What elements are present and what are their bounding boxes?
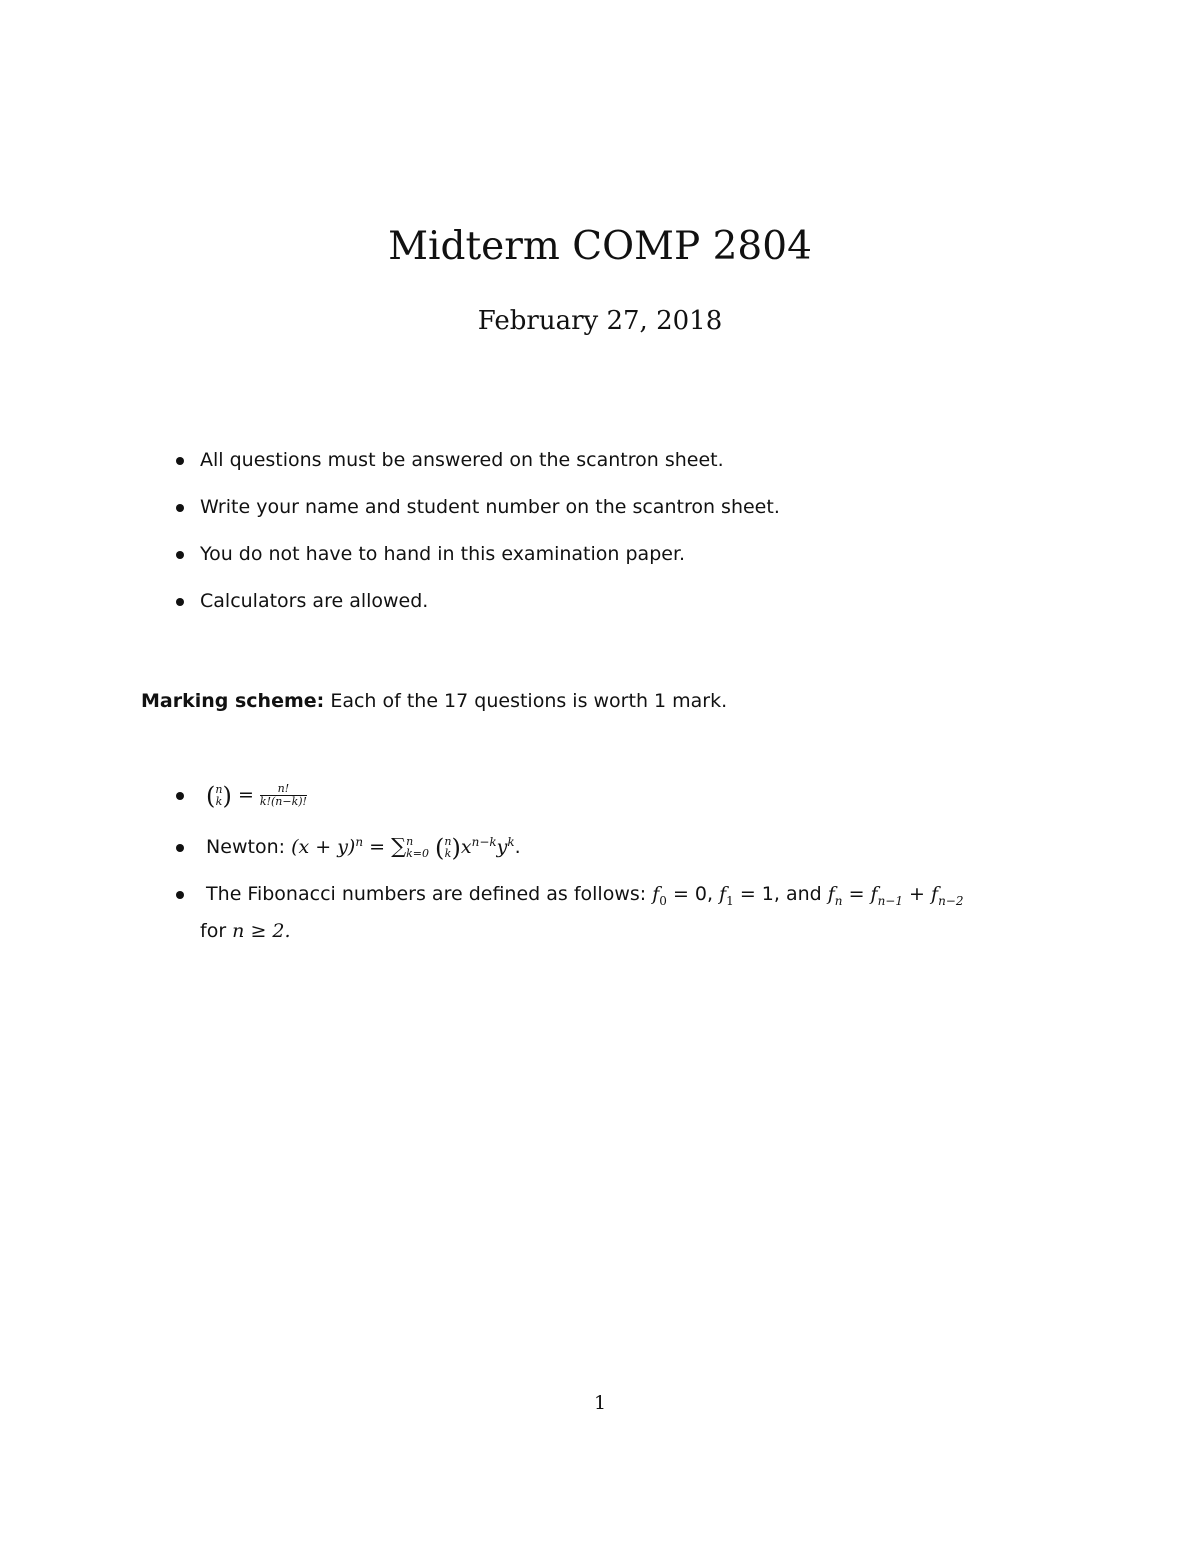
instruction-text: Write your name and student number on the scantron sheet. (200, 496, 780, 518)
fib-f: f (931, 883, 939, 905)
fib-def-0: = 0, (672, 883, 714, 905)
sum-limits (406, 836, 429, 860)
sum-icon: ∑ (391, 834, 407, 858)
fib-equals: = (848, 883, 865, 905)
binom-bottom: k (444, 846, 452, 860)
newton-label: Newton: (206, 836, 286, 858)
fib-condition-expr: n ≥ 2. (232, 920, 291, 942)
fib-condition (170, 916, 963, 946)
instruction-text: Calculators are allowed. (200, 590, 429, 612)
newton-y-exponent: k (507, 835, 515, 849)
fib-plus: + (909, 883, 925, 905)
newton-formula (170, 827, 963, 862)
bullet-icon (170, 444, 200, 474)
bullet-icon (170, 585, 200, 615)
newton-x: x (460, 836, 472, 858)
binom-top: n (215, 782, 223, 796)
fib-index: n−2 (938, 894, 964, 908)
binomial-coefficient: ( n k ) (206, 781, 232, 810)
fib-index: n (834, 894, 843, 908)
page-title: Midterm COMP 2804 (388, 224, 812, 269)
fibonacci-intro: The Fibonacci numbers are defined as follows: (206, 883, 647, 905)
page-number: 1 (593, 1392, 607, 1414)
marking-scheme-text: Each of the 17 questions is worth 1 mark. (330, 690, 728, 712)
fib-index: n−1 (877, 894, 903, 908)
fib-def-1: = 1, and (739, 883, 822, 905)
binomial-formula (170, 780, 963, 810)
newton-lhs: (x + y) (291, 836, 356, 858)
fib-f: f (652, 883, 660, 905)
list-item (170, 586, 780, 633)
bullet-icon (170, 878, 200, 908)
bullet-icon (170, 779, 200, 809)
instruction-text: You do not have to hand in this examination paper. (200, 543, 686, 565)
list-item (170, 492, 780, 539)
equals-sign: = (237, 784, 254, 806)
marking-scheme-label: Marking scheme: (141, 690, 325, 712)
list-item (170, 445, 780, 492)
binom-bottom: k (215, 794, 223, 808)
sum-lower: k=0 (406, 846, 429, 860)
sum-upper: n (406, 834, 414, 848)
newton-period: . (514, 836, 521, 858)
binomial-coefficient: ( n k ) (435, 833, 461, 862)
newton-lhs-exponent: n (355, 835, 364, 849)
fib-index: 1 (726, 894, 734, 908)
equals-sign: = (369, 836, 386, 858)
exam-date: February 27, 2018 (477, 306, 723, 336)
bullet-icon (170, 831, 200, 861)
fibonacci-definition (170, 879, 963, 946)
binomial-fraction (260, 783, 307, 808)
fraction-numerator: n! (260, 783, 307, 796)
bullet-icon (170, 538, 200, 568)
newton-y: y (496, 836, 508, 858)
instruction-text: All questions must be answered on the scantron sheet. (200, 449, 724, 471)
list-item (170, 539, 780, 586)
binom-top: n (444, 834, 452, 848)
fib-condition-for: for (200, 920, 227, 942)
bullet-icon (170, 491, 200, 521)
formula-list (170, 780, 963, 963)
instructions-list (170, 445, 780, 633)
fraction-denominator: k!(n−k)! (259, 795, 307, 808)
fib-index: 0 (659, 894, 667, 908)
marking-scheme (141, 686, 727, 716)
fib-f: f (719, 883, 727, 905)
fib-f: f (870, 883, 878, 905)
newton-x-exponent: n−k (471, 835, 497, 849)
fib-f: f (827, 883, 835, 905)
